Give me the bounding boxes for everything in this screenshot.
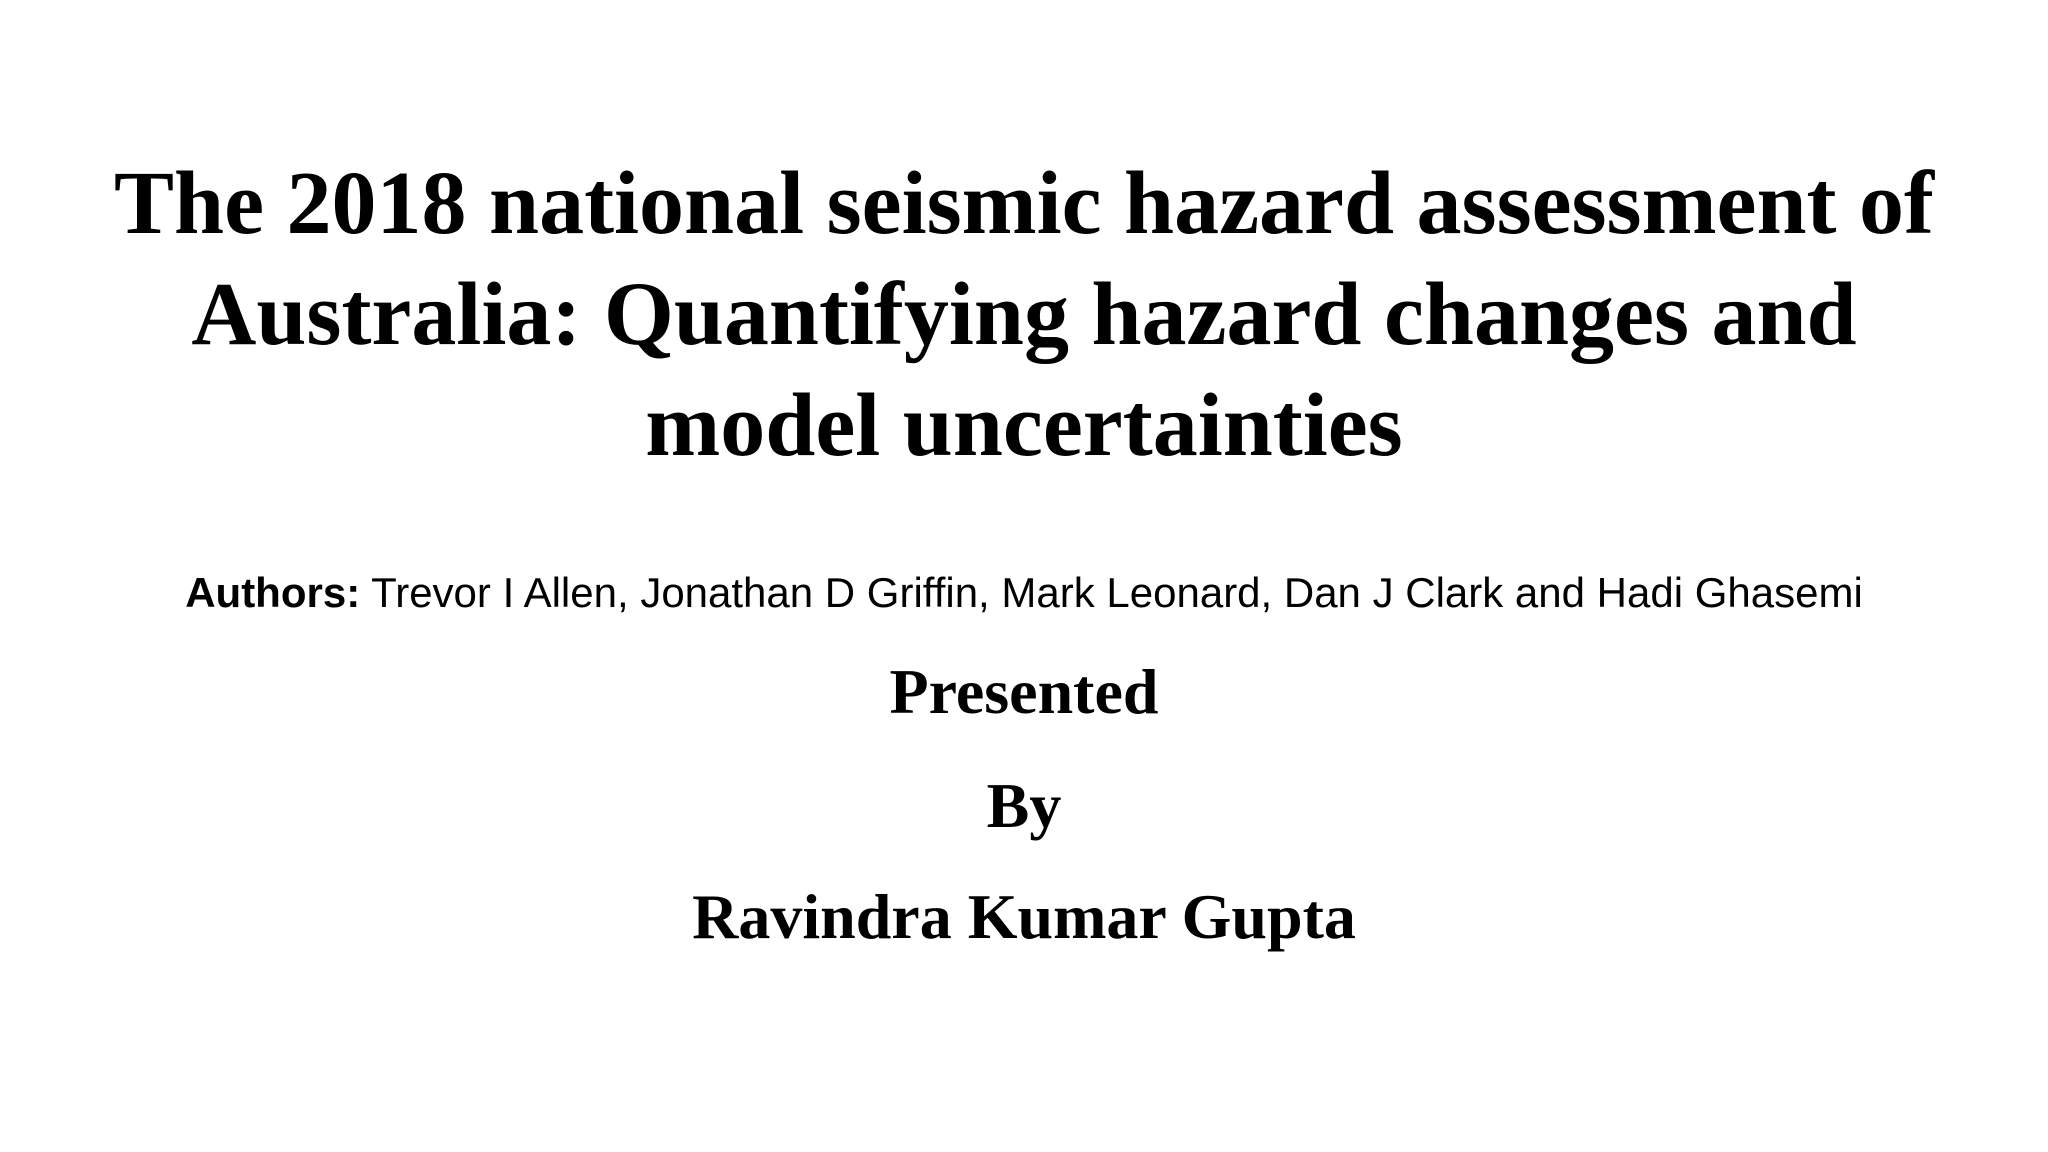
title-line-1: The 2018 national seismic hazard assessment of bbox=[114, 154, 1934, 253]
presenter-name: Ravindra Kumar Gupta bbox=[692, 881, 1356, 952]
slide-title bbox=[74, 148, 1974, 481]
presented-text: Presented bbox=[889, 656, 1159, 727]
title-line-3: model uncertainties bbox=[645, 376, 1403, 475]
authors-label: Authors: bbox=[185, 569, 361, 616]
authors-line bbox=[74, 567, 1974, 619]
by-text: By bbox=[986, 770, 1062, 841]
title-line-2: Australia: Quantifying hazard changes and bbox=[191, 265, 1857, 364]
authors-names: Trevor I Allen, Jonathan D Griffin, Mark Leonard, Dan J Clark and Hadi Ghasemi bbox=[371, 569, 1863, 616]
